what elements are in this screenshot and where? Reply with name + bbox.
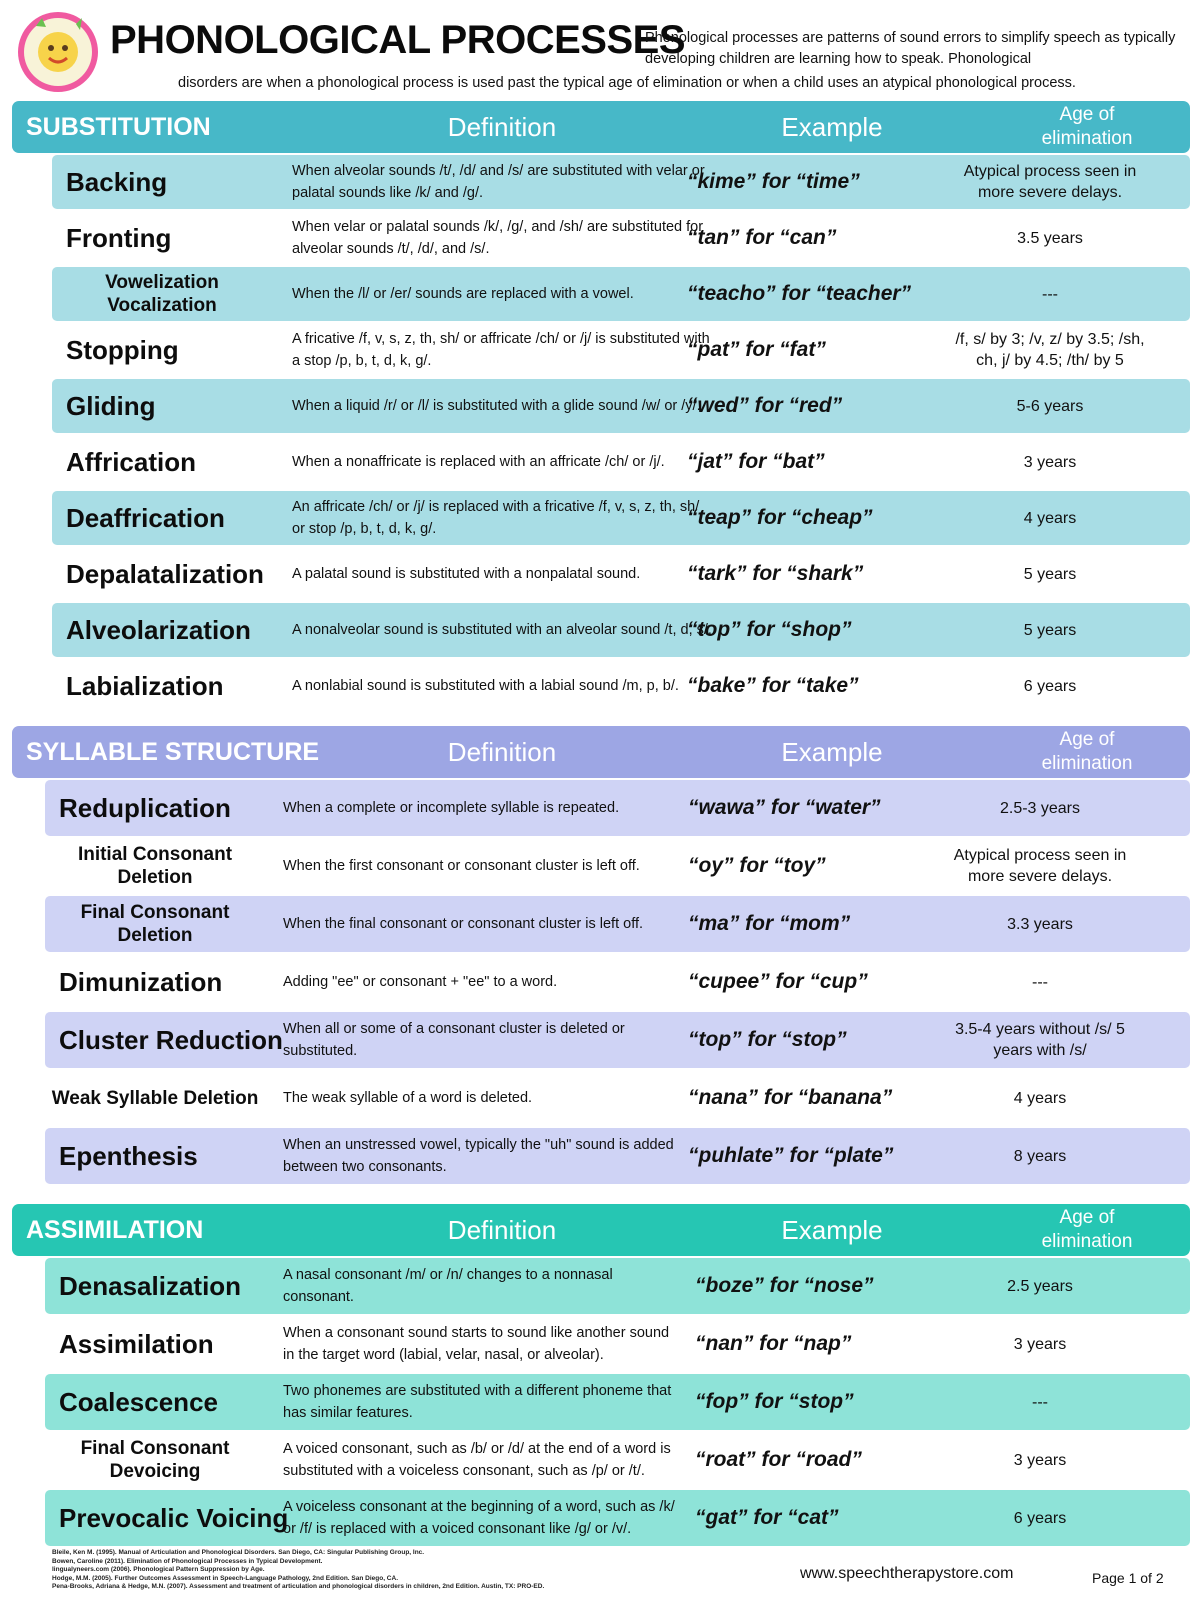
process-name: Vowelization Vocalization — [105, 272, 219, 316]
table-row — [45, 1070, 1190, 1126]
process-definition: A palatal sound is substituted with a nonpalatal sound. — [292, 566, 641, 582]
reference-item: Hodge, M.M. (2005). Further Outcomes Assessment in Speech-Language Pathology, 2nd Edition. San Diego, CA. — [52, 1574, 398, 1582]
speech-therapy-logo — [16, 10, 100, 94]
table-row — [52, 435, 1190, 489]
process-definition: When a nonaffricate is replaced with an affricate /ch/ or /j/. — [292, 454, 665, 470]
process-definition: When velar or palatal sounds /k/, /g/, and /sh/ are substituted for alveolar sounds /t/, /d/, and /s/. — [292, 219, 704, 257]
table-row — [52, 155, 1190, 209]
intro-text-1: Phonological processes are patterns of sound errors to simplify speech as typically developing children are learning how to speak. Phonological — [645, 30, 1176, 67]
process-name: Final Consonant Devoicing — [80, 1438, 230, 1482]
process-example: “tan” for “can” — [687, 226, 837, 249]
process-example: “cupee” for “cup” — [688, 970, 868, 993]
example-column-header: Example — [781, 112, 883, 142]
process-name: Assimilation — [59, 1328, 214, 1359]
reference-item: Pena-Brooks, Adriana & Hedge, M.N. (2007). Assessment and treatment of articulation and phonological disorders in children, 2nd Edition. Austin, TX: PRO-ED. — [52, 1583, 545, 1590]
process-name: Deaffrication — [66, 502, 225, 533]
process-name: Fronting — [66, 222, 172, 253]
age-of-elimination: 5-6 years — [1016, 397, 1084, 415]
section-title: SYLLABLE STRUCTURE — [26, 738, 320, 766]
table-row — [52, 323, 1190, 377]
process-example: “bake” for “take” — [687, 674, 859, 697]
process-name: Labialization — [66, 670, 224, 701]
age-of-elimination: 6 years — [1023, 677, 1077, 695]
process-example: “fop” for “stop” — [695, 1390, 854, 1413]
process-example: “teap” for “cheap” — [687, 506, 873, 529]
process-example: “boze” for “nose” — [695, 1274, 874, 1297]
process-name: Initial Consonant Deletion — [77, 844, 233, 888]
age-of-elimination: Atypical process seen in more severe delays. — [953, 847, 1127, 885]
process-definition: When the final consonant or consonant cluster is left off. — [283, 916, 644, 932]
table-row — [52, 491, 1190, 545]
process-definition: A nasal consonant /m/ or /n/ changes to a nonnasal consonant. — [283, 1267, 613, 1305]
process-example: “nana” for “banana” — [688, 1086, 893, 1109]
intro-text-2: disorders are when a phonological process is used past the typical age of elimination or when a child uses an atypical phonological process. — [178, 75, 1076, 91]
age-of-elimination: 4 years — [1013, 1089, 1067, 1107]
age-of-elimination: 3 years — [1023, 453, 1077, 471]
process-definition: When the /l/ or /er/ sounds are replaced with a vowel. — [292, 286, 634, 302]
process-example: “kime” for “time” — [687, 170, 860, 193]
process-example: “tark” for “shark” — [687, 562, 864, 585]
process-definition: The weak syllable of a word is deleted. — [283, 1090, 533, 1106]
process-name: Coalescence — [59, 1386, 218, 1417]
age-of-elimination: 8 years — [1013, 1147, 1067, 1165]
process-name: Weak Syllable Deletion — [51, 1087, 259, 1109]
table-row — [45, 896, 1190, 952]
section-title: ASSIMILATION — [26, 1216, 204, 1244]
age-column-header: Age of elimination — [1041, 104, 1133, 149]
table-row — [52, 547, 1190, 601]
process-name: Affrication — [66, 446, 196, 477]
process-name: Stopping — [66, 334, 179, 365]
definition-column-header: Definition — [447, 737, 557, 767]
age-column-header: Age of elimination — [1041, 1207, 1133, 1252]
process-definition: A voiced consonant, such as /b/ or /d/ at the end of a word is substituted with a voiceless consonant, such as /p/ or /t/. — [283, 1441, 671, 1479]
process-example: “roat” for “road” — [695, 1448, 862, 1471]
table-row — [45, 1432, 1190, 1488]
process-example: “nan” for “nap” — [695, 1332, 852, 1355]
process-definition: Two phonemes are substituted with a different phoneme that has similar features. — [283, 1383, 672, 1421]
process-definition: When a liquid /r/ or /l/ is substituted with a glide sound /w/ or /y/. — [292, 398, 701, 414]
process-example: “gat” for “cat” — [695, 1506, 839, 1529]
process-example: “oy” for “toy” — [688, 854, 826, 877]
process-name: Final Consonant Deletion — [80, 902, 230, 946]
process-definition: A nonlabial sound is substituted with a labial sound /m, p, b/. — [292, 678, 679, 694]
process-definition: When all or some of a consonant cluster is deleted or substituted. — [283, 1021, 625, 1059]
definition-column-header: Definition — [447, 1215, 557, 1245]
table-row — [52, 211, 1190, 265]
process-name: Cluster Reduction — [59, 1024, 283, 1055]
process-definition: When a consonant sound starts to sound like another sound in the target word (labial, velar, nasal, or alveolar). — [283, 1325, 670, 1363]
age-of-elimination: 4 years — [1023, 509, 1077, 527]
table-row — [52, 267, 1190, 321]
table-row — [45, 1374, 1190, 1430]
process-definition: When a complete or incomplete syllable is repeated. — [283, 800, 620, 816]
age-of-elimination: 3 years — [1013, 1451, 1067, 1469]
age-of-elimination: 5 years — [1023, 565, 1077, 583]
process-definition: When the first consonant or consonant cluster is left off. — [283, 858, 640, 874]
section-title: SUBSTITUTION — [26, 113, 211, 141]
process-definition: An affricate /ch/ or /j/ is replaced with a fricative /f, v, s, z, th, sh/ or stop /p, b, t, d, k, g/. — [292, 499, 700, 537]
process-definition: When an unstressed vowel, typically the "uh" sound is added between two consonants. — [283, 1137, 674, 1175]
age-of-elimination: --- — [1042, 285, 1058, 303]
age-column-header: Age of elimination — [1041, 729, 1133, 774]
process-name: Reduplication — [59, 792, 231, 823]
process-definition: When alveolar sounds /t/, /d/ and /s/ are substituted with velar or palatal sounds like /k/ and /g/. — [292, 163, 705, 201]
process-definition: A nonalveolar sound is substituted with an alveolar sound /t, d, s/. — [292, 622, 712, 638]
table-row — [45, 1258, 1190, 1314]
references — [52, 1549, 752, 1592]
reference-item: Bleile, Ken M. (1995). Manual of Articulation and Phonological Disorders. San Diego, CA: Singular Publishing Group, Inc. — [52, 1549, 425, 1556]
reference-item: lingualyneers.com (2006). Phonological Pattern Suppression by Age. — [52, 1566, 265, 1573]
process-example: “puhlate” for “plate” — [688, 1144, 894, 1167]
process-example: “wawa” for “water” — [688, 796, 881, 819]
table-row — [45, 1128, 1190, 1184]
table-row — [52, 659, 1190, 713]
process-name: Backing — [66, 166, 168, 197]
page-number: Page 1 of 2 — [1092, 1570, 1164, 1586]
age-of-elimination: Atypical process seen in more severe delays. — [963, 163, 1137, 201]
process-name: Gliding — [66, 390, 156, 421]
website-link[interactable]: www.speechtherapystore.com — [800, 1565, 1014, 1582]
process-definition: Adding "ee" or consonant + "ee" to a word. — [283, 974, 558, 990]
process-example: “top” for “stop” — [688, 1028, 847, 1051]
process-example: “ma” for “mom” — [688, 912, 851, 935]
substitution-header — [12, 101, 1190, 153]
process-name: Denasalization — [59, 1270, 242, 1301]
process-example: “jat” for “bat” — [687, 450, 825, 473]
age-of-elimination: 3.3 years — [1007, 915, 1073, 933]
age-of-elimination: 6 years — [1013, 1509, 1067, 1527]
table-row — [45, 1012, 1190, 1068]
table-row — [45, 780, 1190, 836]
process-definition: A fricative /f, v, s, z, th, sh/ or affricate /ch/ or /j/ is substituted with a stop /p, b, t, d, k, g/. — [292, 331, 710, 369]
age-of-elimination: 2.5-3 years — [999, 799, 1081, 817]
process-name: Alveolarization — [66, 614, 251, 645]
process-example: “teacho” for “teacher” — [687, 282, 912, 305]
table-row — [52, 603, 1190, 657]
process-definition: A voiceless consonant at the beginning of a word, such as /k/ or /f/ is replaced with a voiced consonant like /g/ or /v/. — [283, 1499, 675, 1537]
example-column-header: Example — [781, 737, 883, 767]
assimilation-header — [12, 1204, 1190, 1256]
definition-column-header: Definition — [447, 112, 557, 142]
table-row — [45, 954, 1190, 1010]
process-example: “wed” for “red” — [687, 394, 843, 417]
process-name: Depalatalization — [66, 558, 264, 589]
age-of-elimination: 3.5-4 years without /s/ 5 years with /s/ — [955, 1021, 1125, 1059]
table-row — [45, 1490, 1190, 1546]
table-row — [52, 379, 1190, 433]
process-example: “top” for “shop” — [687, 618, 852, 641]
age-of-elimination: 3 years — [1013, 1335, 1067, 1353]
example-column-header: Example — [781, 1215, 883, 1245]
reference-item: Bowen, Caroline (2011). Elimination of Phonological Processes in Typical Development. — [52, 1557, 323, 1565]
age-of-elimination: 2.5 years — [1007, 1277, 1073, 1295]
age-of-elimination: 5 years — [1023, 621, 1077, 639]
page-header — [0, 0, 1200, 100]
age-of-elimination: --- — [1032, 973, 1048, 991]
table-row — [45, 1316, 1190, 1372]
table-row — [45, 838, 1190, 894]
age-of-elimination: /f, s/ by 3; /v, z/ by 3.5; /sh, ch, j/ by 4.5; /th/ by 5 — [955, 331, 1145, 369]
process-example: “pat” for “fat” — [687, 338, 826, 361]
syllable-structure-header — [12, 726, 1190, 778]
page-title: PHONOLOGICAL PROCESSES — [110, 18, 686, 62]
process-name: Prevocalic Voicing — [59, 1502, 289, 1533]
age-of-elimination: --- — [1032, 1393, 1048, 1411]
process-name: Epenthesis — [59, 1140, 198, 1171]
process-name: Dimunization — [59, 966, 223, 997]
age-of-elimination: 3.5 years — [1017, 229, 1083, 247]
